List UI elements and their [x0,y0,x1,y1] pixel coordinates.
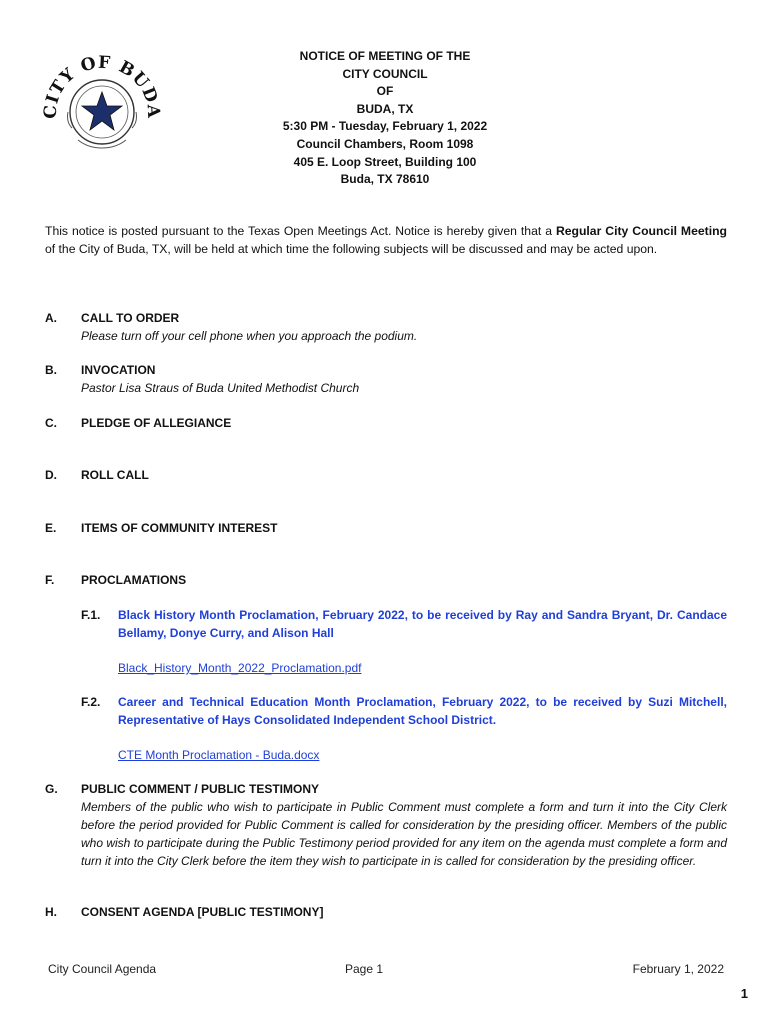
subitem-number: F.1. [81,608,101,622]
agenda-item-b [45,361,727,397]
item-letter: B. [45,363,57,377]
agenda-subitem-f2 [81,693,727,764]
header-line: Buda, TX 78610 [340,172,430,187]
intro-paragraph [45,222,727,258]
subitem-title: Black History Month Proclamation, February 2022, to be received by Ray and Sandra Bryant, Dr. Candace Bellamy, Donye Curry, and Alison Hall [118,608,727,640]
footer-document-title: City Council Agenda [48,962,157,976]
item-title: CALL TO ORDER [81,311,180,325]
agenda-subitem-f1 [81,606,727,677]
header-line: OF [376,84,394,99]
agenda-item-g [45,780,727,870]
item-title: ROLL CALL [81,468,149,482]
item-title: PROCLAMATIONS [81,573,187,587]
page-number: 1 [740,986,748,1001]
city-seal-logo [42,48,162,168]
item-description: Please turn off your cell phone when you approach the podium. [81,329,418,343]
agenda-item-d [45,466,727,484]
intro-text: This notice is posted pursuant to the Texas Open Meetings Act. Notice is hereby given that a [45,224,556,238]
page-footer [48,962,724,980]
item-title: INVOCATION [81,363,156,377]
item-letter: C. [45,416,57,430]
item-title: CONSENT AGENDA [PUBLIC TESTIMONY] [81,905,324,919]
header-line: 5:30 PM - Tuesday, February 1, 2022 [282,119,488,134]
agenda-item-a [45,309,727,345]
agenda-item-f [45,571,727,589]
intro-text-end: of the City of Buda, TX, will be held at which time the following subjects will be discussed and may be acted upon. [45,242,658,256]
svg-text:CITY OF BUDA: CITY OF BUDA [42,52,162,120]
agenda-item-c [45,414,727,432]
meeting-notice-header [250,48,520,189]
header-line: Council Chambers, Room 1098 [296,136,474,151]
item-title: PUBLIC COMMENT / PUBLIC TESTIMONY [81,782,319,796]
footer-page-label: Page 1 [345,962,384,976]
header-line: NOTICE OF MEETING OF THE [299,49,471,63]
item-letter: A. [45,311,57,325]
item-title: PLEDGE OF ALLEGIANCE [81,416,232,430]
item-description: Pastor Lisa Straus of Buda United Methodist Church [81,381,360,395]
header-line: BUDA, TX [356,101,414,116]
item-letter: H. [45,905,57,919]
item-letter: D. [45,468,57,482]
subitem-number: F.2. [81,695,101,709]
item-title: ITEMS OF COMMUNITY INTEREST [81,521,278,535]
header-line: CITY COUNCIL [342,66,428,81]
attachment-link-cte-docx[interactable]: CTE Month Proclamation - Buda.docx [118,748,320,762]
item-letter: G. [45,782,58,796]
item-description: Members of the public who wish to participate in Public Comment must complete a form and turn it into the City Clerk before the period provided for Public Comment is called for consideration by the presiding officer. Members of the public who wish to participate during the Public Testimony period provided for any item on the agenda must complete a form and turn it into the City Clerk before the item they wish to participate in is called for consideration by the presiding officer. [81,800,727,868]
agenda-item-e [45,519,727,537]
header-line: 405 E. Loop Street, Building 100 [293,154,477,169]
subitem-title: Career and Technical Education Month Proclamation, February 2022, to be received by Suzi Mitchell, Representative of Hays Consolidated Independent School District. [118,695,727,727]
footer-date: February 1, 2022 [632,962,724,976]
intro-meeting-type: Regular City Council Meeting [555,224,727,238]
item-letter: E. [45,521,57,535]
agenda-item-h [45,903,727,921]
item-letter: F. [45,573,55,587]
attachment-link-black-history-pdf[interactable]: Black_History_Month_2022_Proclamation.pdf [118,661,362,675]
